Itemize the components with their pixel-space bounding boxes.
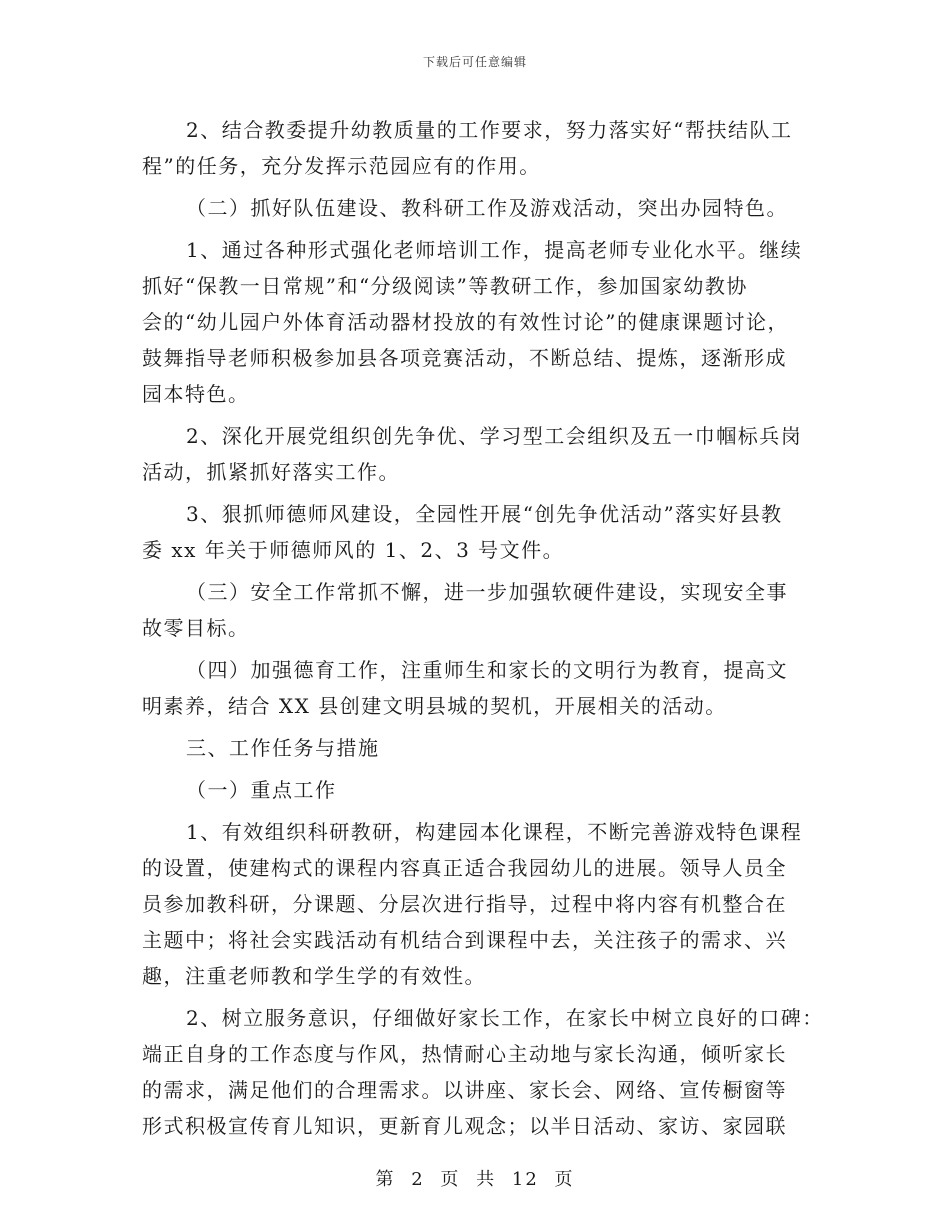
paragraph <box>142 496 810 568</box>
paragraph <box>142 652 810 724</box>
paragraph-line: 委 xx 年关于师德师风的 1、2、3 号文件。 <box>142 538 565 562</box>
paragraph-line: 3、狠抓师德师风建设，全园性开展“创先争优活动”落实好县教 <box>186 502 783 526</box>
paragraph-line: 园本特色。 <box>142 382 250 406</box>
paragraph <box>142 730 810 766</box>
paragraph <box>142 232 810 412</box>
paragraph <box>142 772 810 808</box>
footer-current-page: 2 <box>411 1169 425 1190</box>
footer-prefix: 第 <box>375 1169 396 1190</box>
paragraph-line: 的设置，使建构式的课程内容真正适合我园幼儿的进展。领导人员全 <box>142 856 787 880</box>
paragraph-line: 会的“幼儿园户外体育活动器材投放的有效性讨论”的健康课题讨论， <box>142 310 789 334</box>
paragraph-line: 的需求，满足他们的合理需求。以讲座、家长会、网络、宣传橱窗等 <box>142 1078 787 1102</box>
paragraph <box>142 574 810 646</box>
paragraph <box>142 1000 824 1144</box>
paragraph-line: 2、结合教委提升幼教质量的工作要求，努力落实好“帮扶结队工 <box>186 118 793 142</box>
paragraph-line: 抓好“保教一日常规”和“分级阅读”等教研工作，参加国家幼教协 <box>142 274 748 298</box>
paragraph-line: 2、树立服务意识，仔细做好家长工作，在家长中树立良好的口碑： <box>186 1006 824 1030</box>
paragraph-line: 员参加教科研，分课题、分层次进行指导，过程中将内容有机整合在 <box>142 892 787 916</box>
paragraph-line: 活动，抓紧抓好落实工作。 <box>142 460 400 484</box>
paragraph-line: （二）抓好队伍建设、教科研工作及游戏活动，突出办园特色。 <box>186 196 788 220</box>
document-body <box>142 112 824 1150</box>
paragraph-line: （四）加强德育工作，注重师生和家长的文明行为教育，提高文 <box>186 658 788 682</box>
paragraph <box>142 418 810 490</box>
page-header: 下载后可任意编辑 <box>422 55 527 69</box>
paragraph-line: 主题中；将社会实践活动有机结合到课程中去，关注孩子的需求、兴 <box>142 928 787 952</box>
footer-total-pages: 12 <box>511 1169 539 1190</box>
paragraph-line: 明素养，结合 XX 县创建文明县城的契机，开展相关的活动。 <box>142 694 727 718</box>
footer-suffix: 页 <box>554 1169 575 1190</box>
footer-total-word: 共 <box>476 1169 497 1190</box>
paragraph <box>142 814 810 994</box>
paragraph <box>142 112 810 184</box>
paragraph-line: 鼓舞指导老师积极参加县各项竞赛活动，不断总结、提炼，逐渐形成 <box>142 346 787 370</box>
paragraph-line: 故零目标。 <box>142 616 250 640</box>
paragraph-line: 趣，注重老师教和学生学的有效性。 <box>142 964 486 988</box>
paragraph-line: 程”的任务，充分发挥示范园应有的作用。 <box>142 154 541 178</box>
page-footer <box>0 1165 950 1191</box>
paragraph <box>142 190 810 226</box>
paragraph-line: 形式积极宣传育儿知识，更新育儿观念；以半日活动、家访、家园联 <box>142 1114 787 1138</box>
paragraph-line: 三、工作任务与措施 <box>186 736 380 760</box>
paragraph-line: 1、通过各种形式强化老师培训工作，提高老师专业化水平。继续 <box>186 238 803 262</box>
paragraph-line: 端正自身的工作态度与作风，热情耐心主动地与家长沟通，倾听家长 <box>142 1042 787 1066</box>
paragraph-line: （一）重点工作 <box>186 778 337 802</box>
paragraph-line: （三）安全工作常抓不懈，进一步加强软硬件建设，实现安全事 <box>186 580 788 604</box>
paragraph-line: 1、有效组织科研教研，构建园本化课程，不断完善游戏特色课程 <box>186 820 803 844</box>
footer-page-word: 页 <box>440 1169 461 1190</box>
paragraph-line: 2、深化开展党组织创先争优、学习型工会组织及五一巾帼标兵岗 <box>186 424 803 448</box>
